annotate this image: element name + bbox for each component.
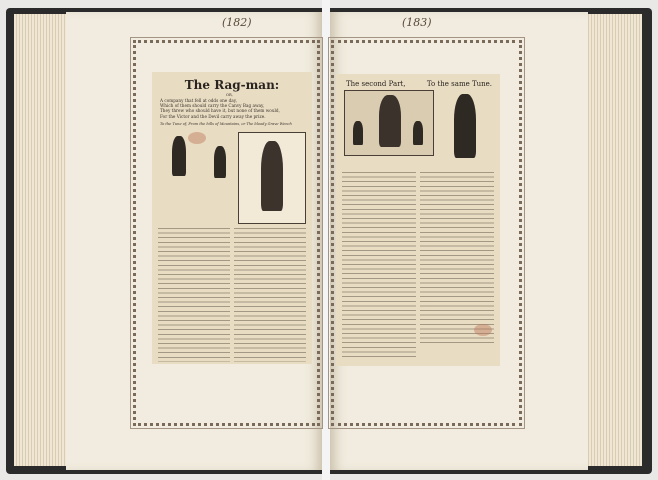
subtitle-line: A company that fell at odds one day, [160, 98, 237, 103]
second-part-column-right [420, 170, 494, 346]
woodcut-figures-left [158, 130, 234, 200]
right-folio: (183) [402, 16, 432, 29]
left-ballad-sheet [152, 72, 312, 364]
woodcut-man-small [214, 146, 226, 178]
page-edges-left [14, 14, 74, 466]
woodcut-small-figure [413, 121, 423, 145]
ballad-subtitle [160, 98, 306, 119]
ballad-column-left [158, 226, 230, 362]
woodcut-cavalier-figure [454, 94, 476, 158]
ballad-title: The Rag-man: [184, 78, 280, 92]
second-part-heading: The second Part, [346, 80, 406, 88]
woodcut-devil-panel [344, 90, 434, 156]
library-stamp [474, 324, 492, 336]
library-stamp [188, 132, 206, 144]
subtitle-line: Which of them should carry the Canvy Bag away, [160, 103, 265, 109]
subtitle-line: They threw who should have it, but none of them would, [160, 108, 280, 114]
woodcut-cavalier [436, 88, 492, 166]
ballad-or: OR, [226, 93, 233, 97]
second-part-column-left [342, 170, 416, 360]
subtitle-line: For the Victor and the Devil carry away the prize. [160, 113, 266, 119]
woodcut-devil [379, 95, 401, 147]
right-ballad-sheet [336, 74, 500, 366]
woodcut-panel-right [238, 132, 306, 224]
page-edges-right [586, 14, 642, 466]
woodcut-small-figure [353, 121, 363, 145]
woodcut-man [172, 136, 186, 176]
woodcut-gentleman [261, 141, 283, 211]
page-gutter [322, 0, 330, 480]
ballad-column-right [234, 226, 306, 362]
same-tune-heading: To the same Tune. [426, 80, 492, 88]
ballad-tune: To the Tune of, From the hills of Mountains, or The bloody Grave Wench [160, 122, 292, 126]
left-folio: (182) [222, 16, 252, 29]
